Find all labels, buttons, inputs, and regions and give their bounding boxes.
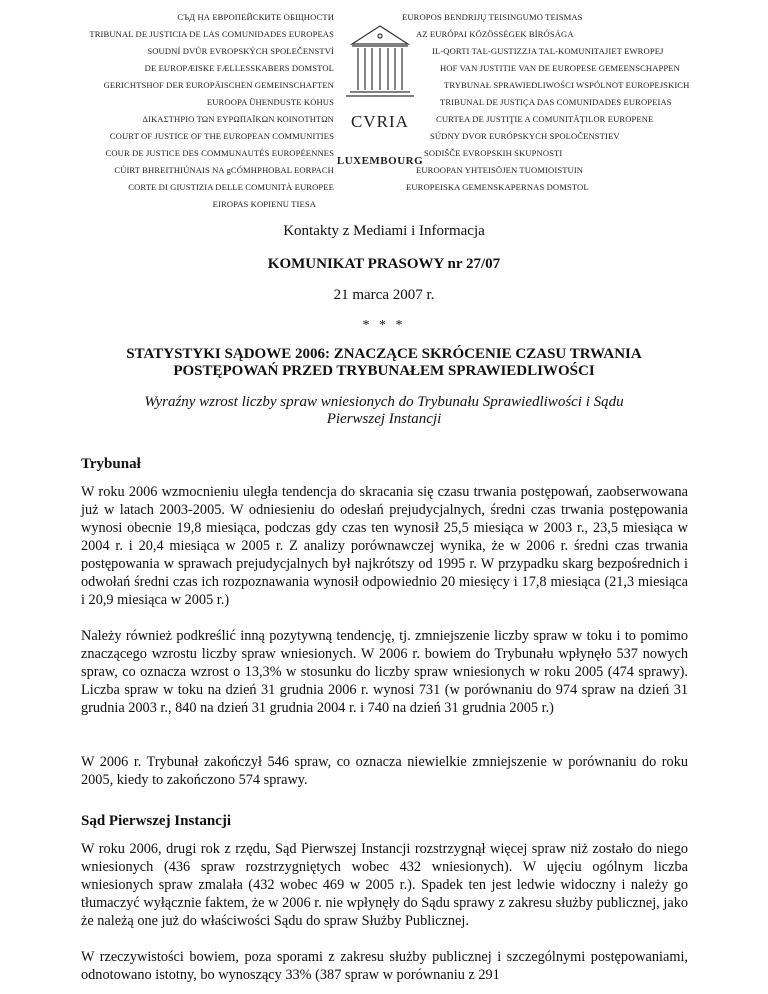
court-name-it: CORTE DI GIUSTIZIA DELLE COMUNITÀ EUROPEE bbox=[128, 182, 334, 192]
court-name-pt: TRIBUNAL DE JUSTIÇA DAS COMUNIDADES EUROPEIAS bbox=[440, 97, 672, 107]
court-name-mt: IL-QORTI TAL-GUSTIZZJA TAL-KOMUNITAJIET EWROPEJ bbox=[432, 46, 664, 56]
court-name-ro: CURTEA DE JUSTIŢIE A COMUNITĂŢILOR EUROPENE bbox=[436, 114, 654, 124]
court-name-lv: EIROPAS KOPIENU TIESA bbox=[212, 199, 316, 209]
court-name-fi: EUROOPAN YHTEISÖJEN TUOMIOISTUIN bbox=[416, 165, 584, 175]
paragraph: Należy również podkreślić inną pozytywną tendencję, tj. zmniejszenie liczby spraw w toku i to pomimo znaczącego wzrostu liczby spraw wniesionych. W 2006 r. bowiem do Trybunału wpłynęło 537 nowych spraw, co oznacza wzrost o 13,3% w stosunku do liczby spraw wniesionych w roku 2005 (474 sprawy). Liczba spraw w toku na dzień 31 grudnia 2006 r. wynosi 731 (w porównaniu do 974 spraw na dzień 31 grudnia 2003 r., 840 na dzień 31 grudnia 2004 r. i 740 na dzień 31 grudnia 2005 r.) bbox=[81, 628, 688, 716]
court-name-da: DE EUROPÆISKE FÆLLESSKABERS DOMSTOL bbox=[144, 63, 334, 73]
separator: * * * bbox=[362, 318, 406, 333]
letterhead bbox=[0, 0, 768, 209]
paragraph: W 2006 r. Trybunał zakończył 546 spraw, co oznacza niewielkie zmniejszenie w porównaniu do roku 2005, kiedy to zakończono 574 sprawy. bbox=[81, 754, 688, 788]
court-name-sv: EUROPEISKA GEMENSKAPERNAS DOMSTOL bbox=[406, 182, 589, 192]
seal-text: CVRIA bbox=[351, 112, 409, 131]
court-name-pl: TRYBUNAŁ SPRAWIEDLIWOŚCI WSPÓLNOT EUROPEJSKICH bbox=[444, 80, 690, 90]
court-name-cs: SOUDNÍ DVŮR EVROPSKÝCH SPOLEČENSTVÍ bbox=[147, 46, 334, 56]
court-name-el: ΔΙΚΑΣΤΗΡΙΟ ΤΩΝ ΕΥΡΩΠΑΪΚΩΝ ΚΟΙΝΟΤΗΤΩΝ bbox=[142, 114, 334, 124]
headline: STATYSTYKI SĄDOWE 2006: ZNACZĄCE SKRÓCENIE CZASU TRWANIA POSTĘPOWAŃ PRZED TRYBUNAŁEM SPRAWIEDLIWOŚCI bbox=[126, 346, 642, 379]
court-name-sl: SODIŠČE EVROPSKIH SKUPNOSTI bbox=[424, 148, 563, 158]
court-name-sk: SÚDNY DVOR EURÓPSKYCH SPOLOČENSTIEV bbox=[430, 131, 620, 141]
city-name: LUXEMBOURG bbox=[336, 155, 424, 167]
paragraph: W rzeczywistości bowiem, poza sporami z zakresu służby publicznej i szczególnymi postępowaniami, odnotowano istotny, bo wynoszący 33% (387 spraw w porównaniu z 291 bbox=[81, 949, 688, 983]
subtitle: Wyraźny wzrost liczby spraw wniesionych do Trybunału Sprawiedliwości i Sądu Pierwszej Instancji bbox=[144, 394, 624, 427]
court-name-es: TRIBUNAL DE JUSTICIA DE LAS COMUNIDADES EUROPEAS bbox=[89, 29, 334, 39]
press-department: Kontakty z Mediami i Informacja bbox=[283, 223, 485, 239]
court-name-bg: СЪД НА ЕВРОПЕЙСКИТЕ ОБЩНОСТИ bbox=[177, 12, 334, 22]
court-name-lt: EUROPOS BENDRIJŲ TEISINGUMO TEISMAS bbox=[402, 12, 583, 22]
court-name-hu: AZ EURÓPAI KÖZÖSSÉGEK BÍRÓSÁGA bbox=[416, 29, 574, 39]
section-title-first-instance: Sąd Pierwszej Instancji bbox=[81, 813, 231, 829]
court-name-de: GERICHTSHOF DER EUROPÄISCHEN GEMEINSCHAFTEN bbox=[103, 80, 334, 90]
court-name-nl: HOF VAN JUSTITIE VAN DE EUROPESE GEMEENSCHAPPEN bbox=[440, 63, 680, 73]
paragraph: W roku 2006, drugi rok z rzędu, Sąd Pierwszej Instancji rozstrzygnął więcej spraw niż zostało do niego wniesionych (436 spraw rozstrzygniętych wobec 432 wniesionych). W ujęciu ogólnym liczba wniesionych spraw zmalała (432 wobec 469 w 2005 r.). Spadek ten jest ledwie widoczny i należy go tłumaczyć wyłącznie faktem, że w 2006 r. nie wpłynęły do Sądu sprawy z zakresu służby publicznej, jako że należą one już do właściwości Sądu do spraw Służby Publicznej. bbox=[81, 841, 688, 929]
court-name-en: COURT OF JUSTICE OF THE EUROPEAN COMMUNITIES bbox=[109, 131, 334, 141]
court-name-fr: COUR DE JUSTICE DES COMMUNAUTÉS EUROPÉENNES bbox=[105, 148, 334, 158]
court-name-et: EUROOPA ÜHENDUSTE KOHUS bbox=[206, 97, 334, 107]
press-release-number: KOMUNIKAT PRASOWY nr 27/07 bbox=[267, 256, 501, 272]
press-release-date: 21 marca 2007 r. bbox=[333, 287, 435, 303]
section-title-court: Trybunał bbox=[81, 456, 141, 472]
paragraph: W roku 2006 wzmocnieniu uległa tendencja do skracania się czasu trwania postępowań, zaobserwowana już w latach 2003-2005. W odniesieniu do odesłań prejudycjalnych, średni czas trwania postępowania wynosi obecnie 19,8 miesiąca, podczas gdy czas ten wynosił 25,5 miesiąca w 2003 r., 23,5 miesiąca w 2004 r. i 20,4 miesiąca w 2005 r. Z analizy porównawczej wynika, że w 2006 r. średni czas trwania postępowania w sprawach prejudycjalnych był najkrótszy od 1995 r. W przypadku skarg bezpośrednich i odwołań średni czas ich rozpoznawania wynosił odpowiednio 20 miesięcy i 17,8 miesiąca (21,3 miesiąca i 20,9 miesiąca w 2005 r.) bbox=[81, 484, 688, 608]
court-name-ga: CÚIRT BHREITHIÚNAIS NA gCÓMHPHOBAL EORPACH bbox=[114, 165, 334, 175]
